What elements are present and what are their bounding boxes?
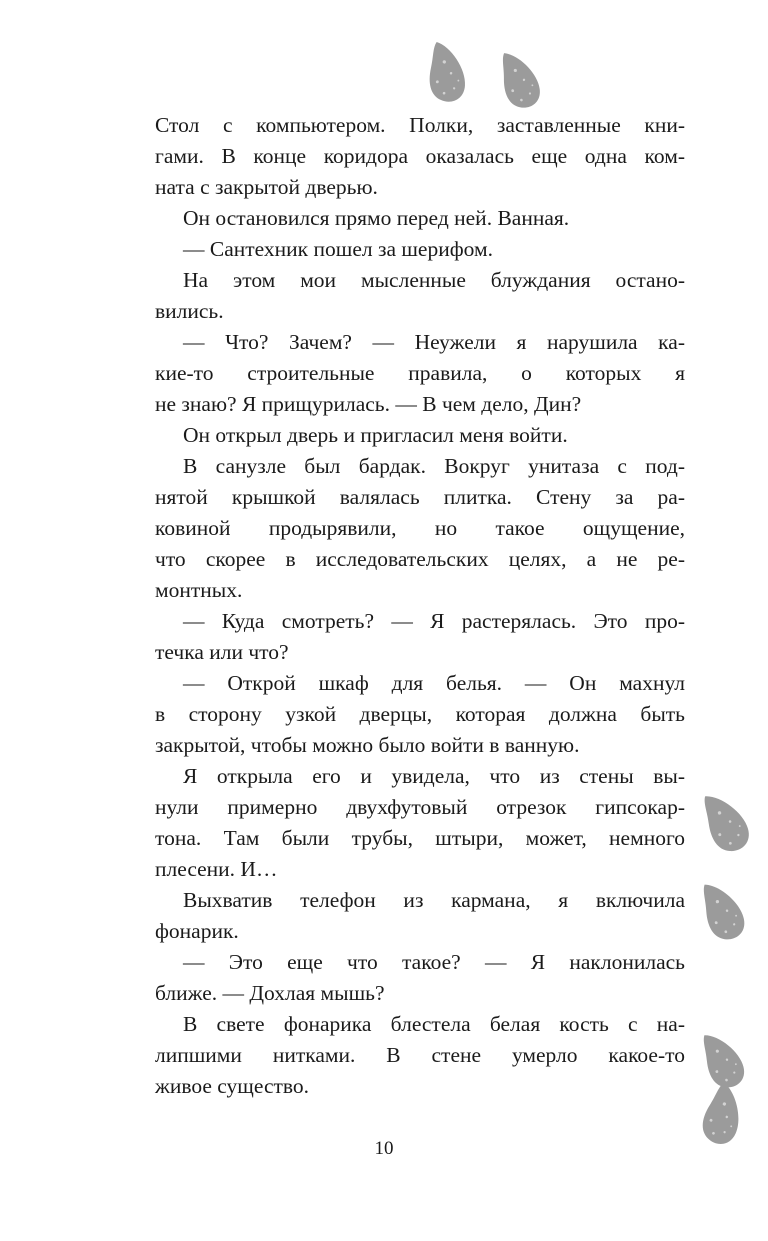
animal-track-icon (497, 50, 547, 110)
animal-track-icon (425, 42, 473, 104)
text-line: живое существо. (155, 1074, 310, 1098)
animal-track-icon (703, 880, 747, 942)
text-line: В санузле был бардак. Вокруг унитаза с под- (183, 454, 685, 478)
page-text (155, 110, 685, 1102)
text-line: течка или что? (155, 640, 289, 664)
text-line: — Что? Зачем? — Неужели я нарушила ка- (183, 330, 685, 354)
text-line: не знаю? Я прищурилась. — В чем дело, Дин? (155, 392, 582, 416)
text-line: Он открыл дверь и пригласил меня войти. (183, 423, 568, 447)
text-line: что скорее в исследовательских целях, а не ре- (155, 547, 685, 571)
text-line: На этом мои мысленные блуждания остано- (183, 268, 685, 292)
text-line: — Это еще что такое? — Я наклонилась (183, 950, 685, 974)
animal-track-icon (706, 790, 750, 854)
text-line: нули примерно двухфутовый отрезок гипсокар- (155, 795, 685, 819)
text-line: фонарик. (155, 919, 239, 943)
text-line: плесени. И… (155, 857, 278, 881)
text-line: кие-то строительные правила, о которых я (155, 361, 685, 385)
text-line: монтных. (155, 578, 243, 602)
text-line: ближе. — Дохлая мышь? (155, 981, 385, 1005)
text-line: тона. Там были трубы, штыри, может, немного (155, 826, 685, 850)
text-line: Выхватив телефон из кармана, я включила (183, 888, 685, 912)
text-line: — Куда смотреть? — Я растерялась. Это про- (183, 609, 685, 633)
text-line: закрытой, чтобы можно было войти в ванную. (155, 733, 580, 757)
text-line: В свете фонарика блестела белая кость с на- (183, 1012, 685, 1036)
text-line: ковиной продырявили, но такое ощущение, (155, 516, 685, 540)
page-number: 10 (374, 1138, 394, 1159)
text-line: Он остановился прямо перед ней. Ванная. (183, 206, 570, 230)
text-line: нятой крышкой валялась плитка. Стену за ра- (155, 485, 685, 509)
text-line: Я открыла его и увидела, что из стены вы- (183, 764, 685, 788)
text-line: в сторону узкой дверцы, которая должна быть (155, 702, 685, 726)
text-line: — Открой шкаф для белья. — Он махнул (183, 671, 685, 695)
text-line: — Сантехник пошел за шерифом. (183, 237, 493, 261)
text-line: липшими нитками. В стене умерло какое-то (155, 1043, 685, 1067)
text-line: Стол с компьютером. Полки, заставленные кни- (155, 113, 685, 137)
text-line: ната с закрытой дверью. (155, 175, 378, 199)
text-line: гами. В конце коридора оказалась еще одна ком- (155, 144, 685, 168)
text-line: вились. (155, 299, 224, 323)
